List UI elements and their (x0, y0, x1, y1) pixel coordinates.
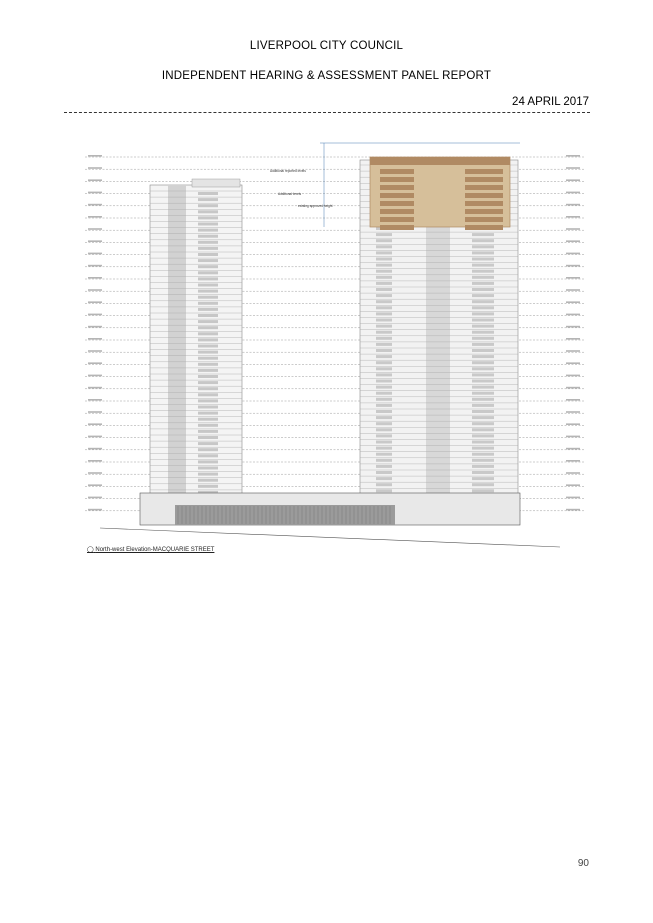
window-band (376, 239, 392, 242)
window-band (376, 312, 392, 315)
level-tag-left (88, 350, 102, 352)
window-band (472, 282, 494, 285)
window-band (198, 357, 218, 360)
window-band (198, 454, 218, 457)
addition-window (465, 193, 503, 198)
level-tag-left (88, 326, 102, 328)
window-band (472, 349, 494, 352)
level-tag-right (566, 338, 580, 340)
window-band (198, 338, 218, 341)
level-tag-left (88, 399, 102, 401)
window-band (198, 253, 218, 256)
window-band (198, 284, 218, 287)
window-band (376, 428, 392, 431)
level-tag-left (88, 423, 102, 425)
window-band (376, 349, 392, 352)
window-band (198, 235, 218, 238)
window-band (472, 483, 494, 486)
addition-window (380, 185, 414, 190)
window-band (472, 441, 494, 444)
level-tag-left (88, 192, 102, 194)
window-band (198, 271, 218, 274)
window-band (472, 294, 494, 297)
level-tag-left (88, 411, 102, 413)
annotations (270, 169, 333, 208)
window-band (472, 331, 494, 334)
level-tag-right (566, 277, 580, 279)
window-band (472, 367, 494, 370)
window-band (376, 398, 392, 401)
window-band (198, 448, 218, 451)
window-band (376, 276, 392, 279)
addition-window (465, 209, 503, 214)
level-tag-left (88, 228, 102, 230)
annotation-1: Additional reported levels (270, 169, 306, 173)
level-tag-right (566, 411, 580, 413)
window-band (376, 282, 392, 285)
window-band (376, 416, 392, 419)
window-band (198, 314, 218, 317)
window-band (472, 306, 494, 309)
addition-window (465, 185, 503, 190)
podium (100, 493, 560, 547)
level-tag-left (88, 460, 102, 462)
tower-left-core (168, 185, 186, 505)
window-band (472, 386, 494, 389)
level-tag-left (88, 497, 102, 499)
window-band (198, 296, 218, 299)
window-band (472, 325, 494, 328)
proposed-additional-levels (320, 143, 520, 230)
level-tag-left (88, 277, 102, 279)
window-band (376, 441, 392, 444)
window-band (198, 308, 218, 311)
level-tag-right (566, 399, 580, 401)
level-tag-right (566, 228, 580, 230)
window-band (472, 233, 494, 236)
window-band (472, 410, 494, 413)
window-band (472, 471, 494, 474)
window-band (376, 251, 392, 254)
level-tag-left (88, 253, 102, 255)
window-band (198, 290, 218, 293)
addition-window (380, 201, 414, 206)
level-tag-left (88, 167, 102, 169)
level-tag-left (88, 240, 102, 242)
window-band (198, 277, 218, 280)
window-band (198, 381, 218, 384)
window-band (198, 369, 218, 372)
level-tag-right (566, 204, 580, 206)
window-band (472, 428, 494, 431)
window-band (472, 416, 494, 419)
window-band (472, 300, 494, 303)
window-band (376, 392, 392, 395)
window-band (198, 387, 218, 390)
window-band (472, 398, 494, 401)
window-band (198, 259, 218, 262)
window-band (376, 373, 392, 376)
level-tag-left (88, 204, 102, 206)
window-band (198, 345, 218, 348)
level-tag-right (566, 314, 580, 316)
window-band (376, 343, 392, 346)
window-band (472, 312, 494, 315)
level-tag-left (88, 301, 102, 303)
addition-window (380, 209, 414, 214)
figure-caption (87, 546, 214, 553)
tower-left (150, 179, 242, 506)
level-tag-right (566, 387, 580, 389)
level-tag-left (88, 155, 102, 157)
level-tag-right (566, 301, 580, 303)
window-band (198, 326, 218, 329)
window-band (376, 447, 392, 450)
window-band (472, 239, 494, 242)
window-band (376, 404, 392, 407)
level-tag-right (566, 423, 580, 425)
report-title: INDEPENDENT HEARING & ASSESSMENT PANEL REPORT (161, 70, 492, 82)
window-band (376, 233, 392, 236)
window-band (472, 465, 494, 468)
level-tag-right (566, 436, 580, 438)
level-tag-left (88, 216, 102, 218)
window-band (472, 447, 494, 450)
addition-window (380, 225, 414, 230)
level-tag-right (566, 192, 580, 194)
window-band (376, 264, 392, 267)
level-tag-right (566, 289, 580, 291)
addition-window (380, 177, 414, 182)
level-tag-left (88, 265, 102, 267)
level-tag-right (566, 484, 580, 486)
window-band (472, 404, 494, 407)
window-band (198, 265, 218, 268)
window-band (198, 424, 218, 427)
level-tag-right (566, 497, 580, 499)
level-tag-right (566, 326, 580, 328)
window-band (376, 410, 392, 413)
window-band (376, 453, 392, 456)
window-band (472, 264, 494, 267)
level-tag-left (88, 472, 102, 474)
level-tag-left (88, 362, 102, 364)
window-band (376, 337, 392, 340)
window-band (472, 477, 494, 480)
window-band (376, 477, 392, 480)
window-band (376, 319, 392, 322)
window-band (472, 459, 494, 462)
window-band (376, 471, 392, 474)
window-band (198, 229, 218, 232)
window-band (198, 216, 218, 219)
caption-marker-icon: ◯ (87, 547, 94, 553)
level-tag-right (566, 375, 580, 377)
level-tag-right (566, 509, 580, 511)
window-band (472, 453, 494, 456)
window-band (376, 483, 392, 486)
window-band (472, 337, 494, 340)
annotation-2: Additional levels (278, 192, 302, 196)
level-tag-right (566, 240, 580, 242)
level-tag-right (566, 179, 580, 181)
window-band (472, 288, 494, 291)
window-band (376, 258, 392, 261)
window-band (198, 393, 218, 396)
level-tag-right (566, 216, 580, 218)
page-number: 90 (577, 858, 589, 869)
level-tag-right (566, 472, 580, 474)
window-band (198, 399, 218, 402)
window-band (376, 270, 392, 273)
window-band (198, 363, 218, 366)
level-tag-right (566, 265, 580, 267)
window-band (198, 320, 218, 323)
window-band (198, 460, 218, 463)
level-tag-left (88, 387, 102, 389)
window-band (472, 270, 494, 273)
addition-window (380, 169, 414, 174)
tower-left-outline (150, 185, 242, 505)
addition-window (465, 225, 503, 230)
window-band (376, 380, 392, 383)
addition-block (370, 157, 510, 227)
window-band (376, 422, 392, 425)
window-band (472, 361, 494, 364)
window-band (198, 473, 218, 476)
window-band (198, 210, 218, 213)
council-name: LIVERPOOL CITY COUNCIL (249, 40, 404, 52)
window-band (376, 306, 392, 309)
window-band (472, 422, 494, 425)
window-band (376, 331, 392, 334)
window-band (376, 300, 392, 303)
header-divider (64, 112, 590, 113)
window-band (376, 489, 392, 492)
window-band (198, 418, 218, 421)
window-band (472, 276, 494, 279)
level-tag-right (566, 362, 580, 364)
addition-window (465, 177, 503, 182)
window-band (198, 406, 218, 409)
window-band (472, 245, 494, 248)
addition-window (465, 201, 503, 206)
window-band (472, 392, 494, 395)
window-band (376, 459, 392, 462)
window-band (376, 361, 392, 364)
window-band (376, 325, 392, 328)
level-tag-right (566, 350, 580, 352)
window-band (198, 223, 218, 226)
window-band (198, 375, 218, 378)
annotation-3: existing approved height (298, 204, 333, 208)
addition-window (380, 217, 414, 222)
window-band (376, 294, 392, 297)
window-band (472, 489, 494, 492)
addition-roof (370, 157, 510, 165)
level-tag-left (88, 448, 102, 450)
level-tag-left (88, 509, 102, 511)
window-band (198, 485, 218, 488)
window-band (376, 434, 392, 437)
window-band (198, 192, 218, 195)
window-band (376, 355, 392, 358)
window-band (198, 412, 218, 415)
level-tag-left (88, 436, 102, 438)
level-tag-left (88, 375, 102, 377)
window-band (472, 380, 494, 383)
window-band (376, 465, 392, 468)
window-band (198, 479, 218, 482)
window-band (376, 386, 392, 389)
level-tag-right (566, 167, 580, 169)
level-tag-left (88, 484, 102, 486)
window-band (198, 467, 218, 470)
level-tag-right (566, 460, 580, 462)
ground-line (100, 528, 560, 547)
level-tag-right (566, 253, 580, 255)
window-band (198, 198, 218, 201)
window-band (198, 332, 218, 335)
addition-window (465, 217, 503, 222)
window-band (198, 436, 218, 439)
window-band (472, 434, 494, 437)
caption-text: North-west Elevation-MACQUARIE STREET (95, 547, 215, 553)
level-tag-left (88, 338, 102, 340)
window-band (198, 351, 218, 354)
window-band (198, 302, 218, 305)
window-band (472, 258, 494, 261)
level-tag-left (88, 179, 102, 181)
window-band (376, 245, 392, 248)
report-date: 24 APRIL 2017 (512, 96, 589, 108)
addition-window (465, 169, 503, 174)
window-band (472, 251, 494, 254)
window-band (472, 373, 494, 376)
window-band (198, 204, 218, 207)
window-band (376, 367, 392, 370)
elevation-drawing (80, 135, 590, 560)
window-band (198, 247, 218, 250)
window-band (198, 442, 218, 445)
window-band (472, 355, 494, 358)
level-tag-right (566, 448, 580, 450)
addition-window (380, 193, 414, 198)
window-band (198, 430, 218, 433)
window-band (472, 343, 494, 346)
tower-left-roof (192, 179, 240, 187)
window-band (472, 319, 494, 322)
level-tag-right (566, 155, 580, 157)
window-band (376, 288, 392, 291)
level-tag-left (88, 314, 102, 316)
level-tag-left (88, 289, 102, 291)
window-band (198, 241, 218, 244)
